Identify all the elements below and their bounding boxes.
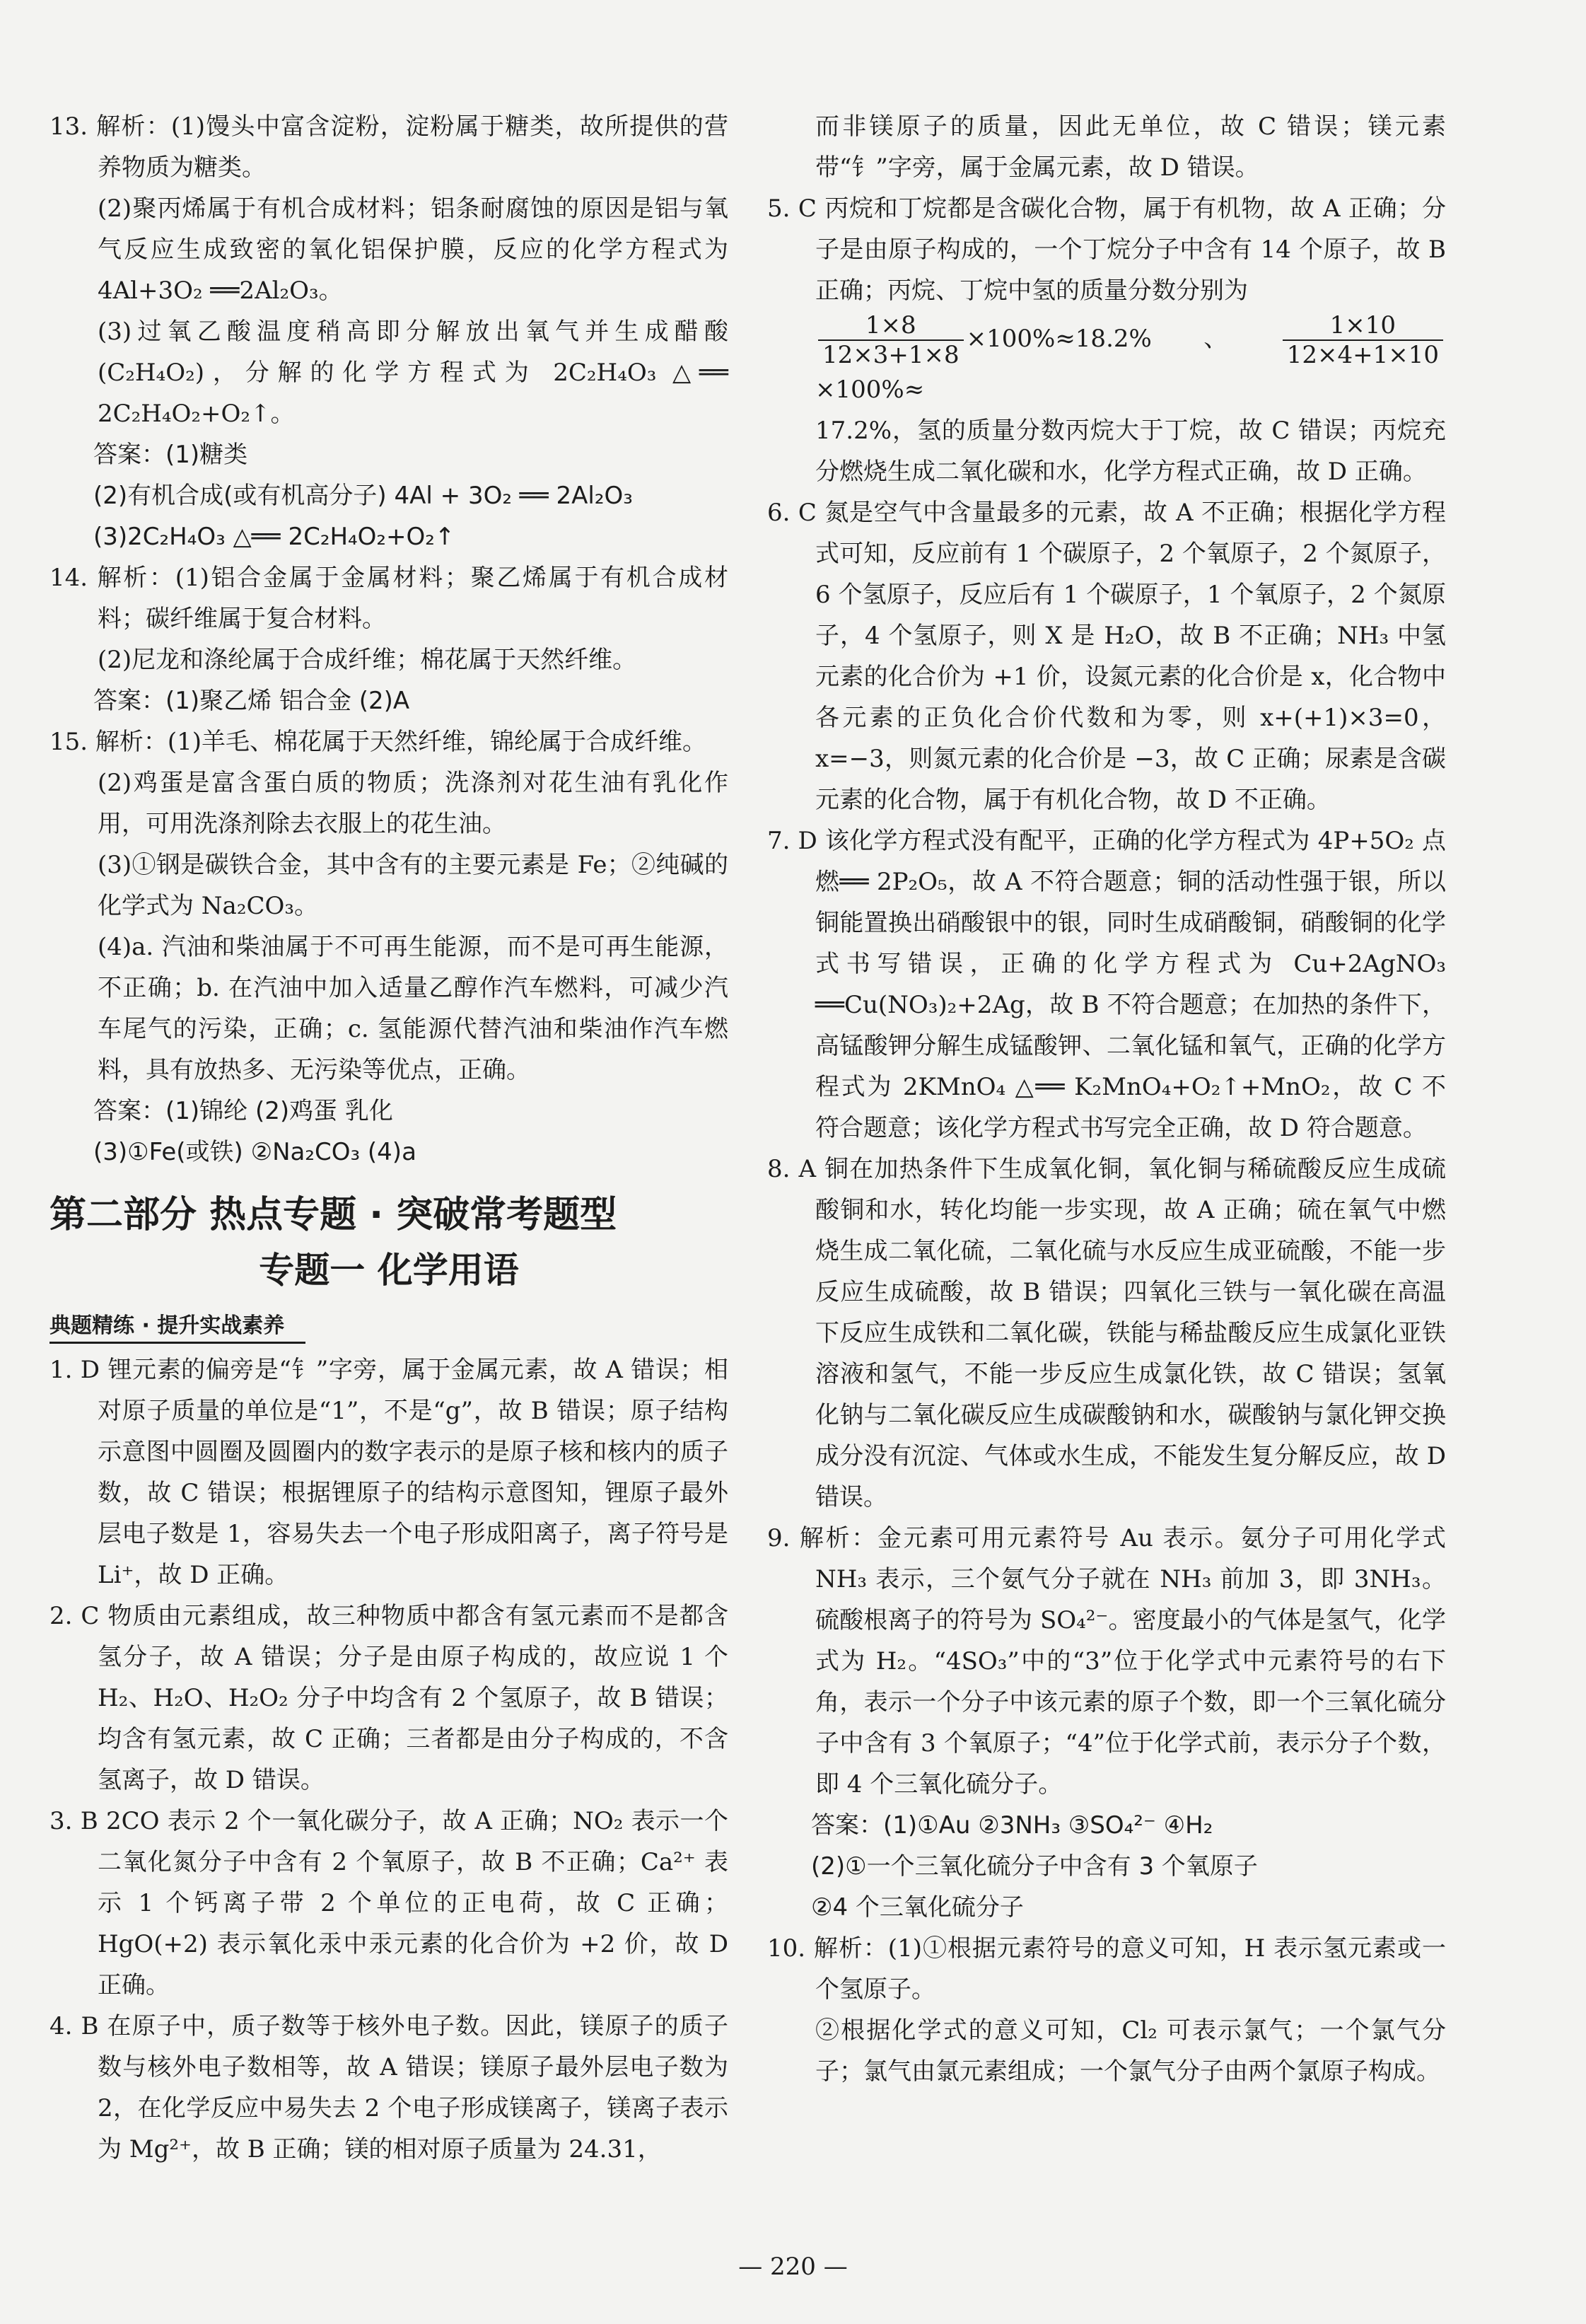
left-column — [49, 106, 728, 2170]
topic-q2: 2. C 物质由元素组成，故三种物质中都含有氢元素而不是都含氢分子，故 A 错误；分子是由原子构成的，故应说 1 个 H₂、H₂O、H₂O₂ 分子中均含有 2 个氢原子，故 B 错误；均含有氢元素，故 C 正确；三者都是由分子构成的，不含氢离子，故 D 错误。 — [49, 1602, 728, 1794]
topic-q7: 7. D 该化学方程式没有配平，正确的化学方程式为 4P+5O₂ 点燃══ 2P₂O₅，故 A 不符合题意；铜的活动性强于银，所以铜能置换出硝酸银中的银，同时生成硝酸铜，硝酸铜的化学式书写错误，正确的化学方程式为 Cu+2AgNO₃ ══Cu(NO₃)₂+2Ag，故 B 不符合题意；在加热的条件下，高锰酸钾分解生成锰酸钾、二氧化锰和氧气，正确的化学方程式为 2KMnO₄ △══ K₂MnO₄+O₂↑+MnO₂，故 C 不符合题意；该化学方程式书写完全正确，故 D 符合题意。 — [767, 827, 1446, 1142]
fraction-butane — [1283, 311, 1443, 369]
q14-analysis-1: 14. 解析：(1)铝合金属于金属材料；聚乙烯属于有机合成材料；碳纤维属于复合材料。 — [49, 564, 728, 633]
q13-analysis-1: 13. 解析：(1)馒头中富含淀粉，淀粉属于糖类，故所提供的营养物质为糖类。 — [49, 112, 728, 182]
topic-q1: 1. D 锂元素的偏旁是“钅”字旁，属于金属元素，故 A 错误；相对原子质量的单位是“1”，不是“g”，故 B 错误；原子结构示意图中圆圈及圆圈内的数字表示的是原子核和核内的质子数，故 C 错误；根据锂原子的结构示意图知，锂原子最外层电子数是 1，容易失去一个电子形成阳离子，离子符号是 Li⁺，故 D 正确。 — [49, 1356, 728, 1589]
topic-q9-answer-2: (2)①一个三氧化硫分子中含有 3 个氧原子 — [811, 1852, 1258, 1881]
q15-analysis-4: (4)a. 汽油和柴油属于不可再生能源，而不是可再生能源，不正确；b. 在汽油中加入适量乙醇作汽车燃料，可减少汽车尾气的污染，正确；c. 氢能源代替汽油和柴油作汽车燃料，具有放热多、无污染等优点，正确。 — [98, 933, 728, 1084]
fraction-numerator: 1×8 — [818, 311, 964, 341]
topic-q9-answer-3: ②4 个三氧化硫分子 — [811, 1893, 1024, 1922]
topic-q5-fractions — [767, 311, 1446, 410]
page-number: — 220 — — [738, 2253, 848, 2281]
topic-title: 专题一 化学用语 — [259, 1250, 519, 1291]
right-column — [767, 106, 1446, 2092]
topic-q9-analysis: 9. 解析：金元素可用元素符号 Au 表示。氨分子可用化学式 NH₃ 表示，三个氨气分子就在 NH₃ 前加 3，即 3NH₃。硫酸根离子的符号为 SO₄²⁻。密度最小的气体是氢气，化学式为 H₂。“4SO₃”中的“3”位于化学式中元素符号的右下角，表示一个分子中该元素的原子个数，即一个三氧化硫分子中含有 3 个氧原子；“4”位于化学式前，表示分子个数，即 4 个三氧化硫分子。 — [767, 1524, 1446, 1799]
q15-analysis-2: (2)鸡蛋是富含蛋白质的物质；洗涤剂对花生油有乳化作用，可用洗涤剂除去衣服上的花生油。 — [98, 769, 728, 838]
topic-q5-part2: 17.2%，氢的质量分数丙烷大于丁烷，故 C 错误；丙烷充分燃烧生成二氧化碳和水，化学方程式正确，故 D 正确。 — [815, 417, 1446, 486]
fraction-numerator: 1×10 — [1283, 311, 1443, 341]
topic-q5-part1: 5. C 丙烷和丁烷都是含碳化合物，属于有机物，故 A 正确；分子是由原子构成的，一个丁烷分子中含有 14 个原子，故 B 正确；丙烷、丁烷中氢的质量分数分别为 — [767, 194, 1446, 305]
topic-q4-continued: 而非镁原子的质量，因此无单位，故 C 错误；镁元素带“钅”字旁，属于金属元素，故 D 错误。 — [815, 112, 1446, 182]
q15-analysis-1: 15. 解析：(1)羊毛、棉花属于天然纤维，锦纶属于合成纤维。 — [49, 728, 707, 756]
fraction-result-1: ×100%≈18.2%、 — [966, 325, 1280, 353]
fraction-denominator: 12×3+1×8 — [822, 341, 960, 369]
topic-q8: 8. A 铜在加热条件下生成氧化铜，氧化铜与稀硫酸反应生成硫酸铜和水，转化均能一步实现，故 A 正确；硫在氧气中燃烧生成二氧化硫，二氧化硫与水反应生成亚硫酸，不能一步反应生成硫酸，故 B 错误；四氧化三铁与一氧化碳在高温下反应生成铁和二氧化碳，铁能与稀盐酸反应生成氯化亚铁溶液和氢气，不能一步反应生成氯化铁，故 C 错误；氢氧化钠与二氧化碳反应生成碳酸钠和水，碳酸钠与氯化钾交换成分没有沉淀、气体或水生成，不能发生复分解反应，故 D 错误。 — [767, 1155, 1446, 1511]
q14-answer: 答案：(1)聚乙烯 铝合金 (2)A — [93, 687, 410, 715]
topic-q6: 6. C 氮是空气中含量最多的元素，故 A 不正确；根据化学方程式可知，反应前有 1 个碳原子，2 个氧原子，2 个氮原子，6 个氢原子，反应后有 1 个碳原子，1 个氧原子，2 个氮原子，4 个氢原子，则 X 是 H₂O，故 B 不正确；NH₃ 中氢元素的化合价为 +1 价，设氮元素的化合价是 x，化合物中各元素的正负化合价代数和为零，则 x+(+1)×3=0，x=−3，则氮元素的化合价是 −3，故 C 正确；尿素是含碳元素的化合物，属于有机化合物，故 D 不正确。 — [767, 499, 1446, 814]
topic-q3: 3. B 2CO 表示 2 个一氧化碳分子，故 A 正确；NO₂ 表示一个二氧化氮分子中含有 2 个氧原子，故 B 不正确；Ca²⁺ 表示 1 个钙离子带 2 个单位的正电荷，故 C 正确；HgO(+2) 表示氧化汞中汞元素的化合价为 +2 价，故 D 正确。 — [49, 1807, 728, 1999]
q15-analysis-3: (3)①钢是碳铁合金，其中含有的主要元素是 Fe；②纯碱的化学式为 Na₂CO₃。 — [98, 851, 728, 920]
q13-analysis-3: (3)过氧乙酸温度稍高即分解放出氧气并生成醋酸(C₂H₄O₂)，分解的化学方程式为 2C₂H₄O₃ △══ 2C₂H₄O₂+O₂↑。 — [98, 318, 728, 428]
fraction-result-2: ×100%≈ — [815, 376, 925, 404]
q14-analysis-2: (2)尼龙和涤纶属于合成纤维；棉花属于天然纤维。 — [98, 646, 637, 674]
q15-answer-2: (3)①Fe(或铁) ②Na₂CO₃ (4)a — [93, 1138, 416, 1166]
fraction-denominator: 12×4+1×10 — [1286, 341, 1439, 369]
topic-q9-answer-1: 答案：(1)①Au ②3NH₃ ③SO₄²⁻ ④H₂ — [811, 1811, 1213, 1840]
section-label: 典题精练 · 提升实战素养 — [49, 1311, 305, 1344]
fraction-propane — [818, 311, 964, 369]
topic-q10-analysis-2: ②根据化学式的意义可知，Cl₂ 可表示氯气；一个氯气分子；氯气由氯元素组成；一个氯气分子由两个氯原子构成。 — [815, 2016, 1446, 2086]
q13-answer-2: (2)有机合成(或有机高分子) 4Al + 3O₂ ══ 2Al₂O₃ — [93, 482, 633, 510]
q15-answer-1: 答案：(1)锦纶 (2)鸡蛋 乳化 — [93, 1097, 393, 1125]
q13-analysis-2: (2)聚丙烯属于有机合成材料；铝条耐腐蚀的原因是铝与氧气反应生成致密的氧化铝保护膜，反应的化学方程式为 4Al+3O₂ ══2Al₂O₃。 — [98, 194, 728, 305]
topic-q4: 4. B 在原子中，质子数等于核外电子数。因此，镁原子的质子数与核外电子数相等，故 A 错误；镁原子最外层电子数为 2，在化学反应中易失去 2 个电子形成镁离子，镁离子表示为 Mg²⁺，故 B 正确；镁的相对原子质量为 24.31， — [49, 2012, 728, 2163]
part-title: 第二部分 热点专题 · 突破常考题型 — [49, 1194, 617, 1236]
q13-answer-3: (3)2C₂H₄O₃ △══ 2C₂H₄O₂+O₂↑ — [93, 523, 455, 551]
topic-q10-analysis-1: 10. 解析：(1)①根据元素符号的意义可知，H 表示氢元素或一个氢原子。 — [767, 1934, 1446, 2004]
q13-answer-1: 答案：(1)糖类 — [93, 441, 248, 469]
